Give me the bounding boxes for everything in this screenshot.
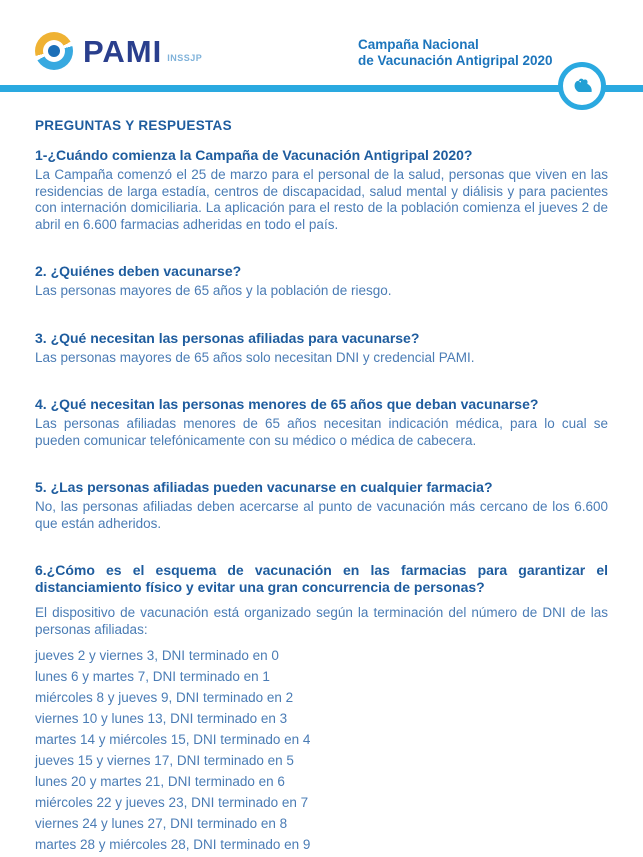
campaign-title-line1: Campaña Nacional	[358, 37, 479, 52]
schedule-item: viernes 10 y lunes 13, DNI terminado en 3	[35, 711, 288, 726]
vaccine-arm-badge	[558, 62, 606, 110]
page-title: PREGUNTAS Y RESPUESTAS	[35, 118, 232, 133]
schedule-item: martes 14 y miércoles 15, DNI terminado en 4	[35, 732, 311, 747]
schedule-item: miércoles 8 y jueves 9, DNI terminado en 2	[35, 690, 294, 705]
campaign-title-line2: de Vacunación Antigripal 2020	[358, 53, 553, 68]
dni-schedule-list	[35, 645, 608, 855]
qa-answer: Las personas mayores de 65 años y la población de riesgo.	[35, 283, 392, 298]
qa-answer: No, las personas afiliadas deben acercarse al punto de vacunación más cercano de los 6.600 que están adheridos.	[35, 499, 608, 531]
campaign-title	[358, 37, 553, 69]
qa-answer: Las personas mayores de 65 años solo necesitan DNI y credencial PAMI.	[35, 349, 475, 365]
qa-question: 6.¿Cómo es el esquema de vacunación en las farmacias para garantizar el distanciamiento físico y evitar una gran concurrencia de personas?	[35, 562, 608, 595]
flexed-arm-icon	[567, 71, 597, 101]
schedule-item: jueves 15 y viernes 17, DNI terminado en 5	[35, 753, 294, 768]
qa-answer: Las personas afiliadas menores de 65 años necesitan indicación médica, para lo cual se pueden comunicar telefónicamente con su médico o médica de cabecera.	[35, 416, 608, 448]
pami-wordmark: PAMI	[83, 33, 163, 69]
qa-item-1	[35, 147, 608, 233]
qa-question: 3. ¿Qué necesitan las personas afiliadas para vacunarse?	[35, 329, 420, 346]
qa-item-6	[35, 562, 608, 855]
header	[0, 0, 643, 92]
qa-item-3	[35, 330, 608, 367]
schedule-item: martes 28 y miércoles 28, DNI terminado en 9	[35, 837, 311, 852]
qa-question: 1-¿Cuándo comienza la Campaña de Vacunación Antigripal 2020?	[35, 147, 473, 163]
qa-question: 5. ¿Las personas afiliadas pueden vacunarse en cualquier farmacia?	[35, 479, 493, 495]
header-divider	[0, 85, 643, 92]
qa-question: 4. ¿Qué necesitan las personas menores de 65 años que deban vacunarse?	[35, 396, 539, 412]
qa-question: 2. ¿Quiénes deben vacunarse?	[35, 263, 242, 279]
schedule-item: miércoles 22 y jueves 23, DNI terminado en 7	[35, 795, 309, 810]
qa-item-2	[35, 263, 608, 300]
qa-item-5	[35, 479, 608, 532]
qa-answer: La Campaña comenzó el 25 de marzo para el personal de la salud, personas que viven en las residencias de larga estadía, centros de discapacidad, salud mental y diálisis y para pacientes con internación domiciliaria. La aplicación para el resto de la población comienza el jueves 2 de abril en 6.600 farmacias adheridas en todo el país.	[35, 167, 608, 232]
schedule-item: viernes 24 y lunes 27, DNI terminado en 8	[35, 816, 288, 831]
schedule-item: lunes 20 y martes 21, DNI terminado en 6	[35, 774, 285, 789]
pami-logo	[35, 32, 202, 70]
schedule-item: lunes 6 y martes 7, DNI terminado en 1	[35, 669, 270, 684]
qa-item-4	[35, 396, 608, 449]
content	[0, 92, 643, 855]
pami-logo-icon	[35, 32, 73, 70]
pami-subtext: INSSJP	[167, 53, 203, 63]
qa-answer: El dispositivo de vacunación está organizado según la terminación del número de DNI de las personas afiliadas:	[35, 605, 608, 637]
schedule-item: jueves 2 y viernes 3, DNI terminado en 0	[35, 648, 279, 663]
